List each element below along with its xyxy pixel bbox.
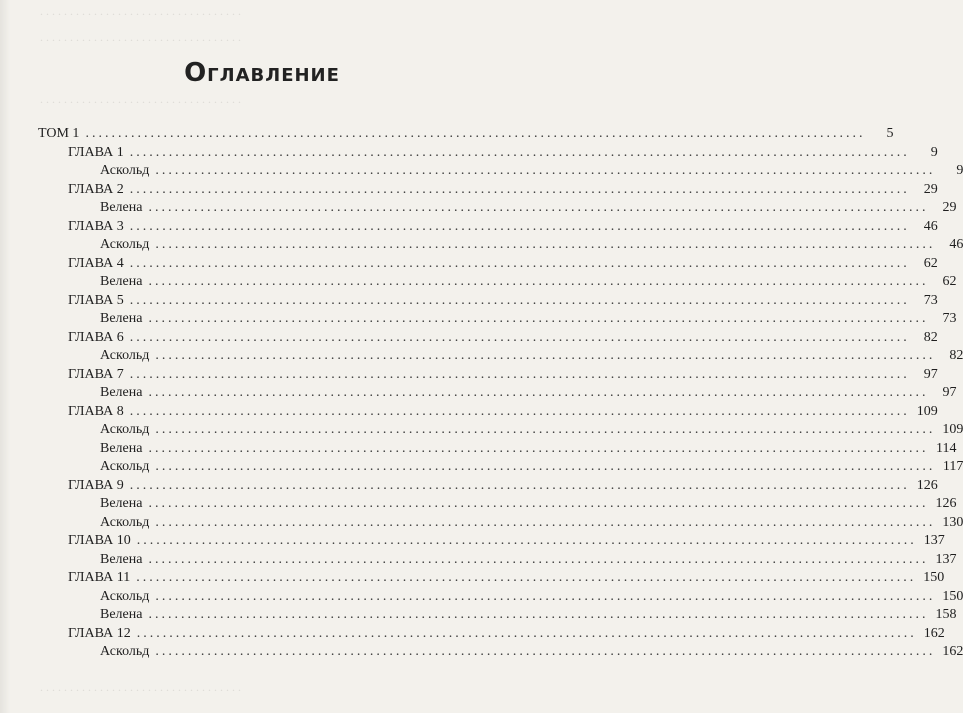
toc-entry-page: 126 — [935, 496, 957, 511]
toc-entry-page: 117 — [942, 459, 963, 474]
toc-entry — [38, 200, 957, 219]
toc-entry-label: ГЛАВА 2 — [68, 181, 124, 197]
toc-entry — [38, 366, 938, 386]
toc-entry-page: 97 — [923, 366, 938, 382]
toc-entry-page: 162 — [923, 625, 945, 641]
toc-entry-page: 29 — [923, 181, 938, 197]
toc-entry — [38, 477, 938, 497]
toc-entry-label: Велена — [100, 607, 143, 622]
toc-entry-label: ГЛАВА 10 — [68, 533, 131, 548]
toc-entry-label: ГЛАВА 7 — [68, 366, 124, 382]
toc-entry-label: Аскольд — [100, 514, 150, 530]
toc-entry — [38, 126, 894, 145]
toc-leader-dots: ........................................................................................................................ — [155, 588, 936, 604]
toc-entry-page: 82 — [949, 348, 963, 363]
toc-entry — [38, 403, 938, 423]
toc-leader-dots: ........................................................................................................................ — [129, 403, 910, 419]
toc-leader-dots: ........................................................................................................................ — [129, 218, 910, 234]
toc-entry-page: 162 — [942, 644, 963, 659]
toc-leader-dots: ........................................................................................................................ — [155, 514, 936, 530]
toc-entry — [38, 255, 938, 275]
toc-entry-label: Аскольд — [100, 237, 150, 252]
toc-leader-dots: ........................................................................................................................ — [129, 292, 910, 308]
toc-entry-page: 62 — [942, 274, 957, 289]
toc-leader-dots: ........................................................................................................................ — [136, 625, 917, 641]
toc-entry-page: 46 — [923, 218, 938, 234]
toc-leader-dots: ........................................................................................................................ — [136, 533, 917, 548]
toc-leader-dots: ........................................................................................................................ — [129, 144, 910, 160]
toc-entry-page: 73 — [923, 292, 938, 308]
toc-leader-dots: ........................................................................................................................ — [129, 255, 910, 271]
toc-entry — [38, 329, 938, 349]
toc-entry-label: ГЛАВА 5 — [68, 292, 124, 308]
toc-entry-label: Велена — [100, 200, 143, 215]
toc-entry — [38, 570, 945, 589]
bleed-through-text: . . . . . . . . . . . . . . . . . . . . . . . . . . . . . . . . . . . . . . . . . . . . . . . . . . . . . . . . . . . . . . . . . . . . . . . . . . . . . . . . . . . . . . . . . . . . . . . . . . . . . . . . . . . . . . . . . . . . . . . . . . . . . . . . . . . . . . . . — [40, 4, 241, 694]
toc-entry-label: ГЛАВА 11 — [68, 570, 131, 585]
toc-entry-label: Велена — [100, 551, 143, 567]
toc-entry-label: Велена — [100, 440, 143, 456]
toc-entry — [38, 514, 963, 534]
toc-entry-label: ГЛАВА 1 — [68, 144, 124, 160]
toc-entry-page: 158 — [935, 607, 957, 622]
toc-entry-page: 5 — [886, 126, 894, 141]
toc-entry-page: 9 — [930, 144, 938, 160]
toc-entry — [38, 348, 963, 367]
toc-leader-dots: ........................................................................................................................ — [148, 440, 929, 456]
toc-entry-page: 46 — [949, 237, 963, 252]
toc-entry — [38, 163, 963, 182]
toc-leader-dots: ........................................................................................................................ — [155, 163, 936, 178]
toc-leader-dots: ........................................................................................................................ — [148, 385, 929, 400]
toc-entry-label: Велена — [100, 496, 143, 511]
toc-leader-dots: ........................................................................................................................ — [136, 570, 917, 585]
toc-entry — [38, 459, 963, 478]
toc-entry-page: 62 — [923, 255, 938, 271]
toc-entry-label: Аскольд — [100, 348, 150, 363]
toc-entry — [38, 292, 938, 312]
toc-entry-page: 73 — [942, 311, 957, 326]
toc-leader-dots: ........................................................................................................................ — [155, 237, 936, 252]
toc-leader-dots: ........................................................................................................................ — [148, 607, 929, 622]
toc-entry — [38, 311, 957, 330]
toc-entry-label: Аскольд — [100, 644, 150, 659]
toc-entry — [38, 144, 938, 164]
toc-leader-dots: ........................................................................................................................ — [129, 477, 910, 493]
toc-entry-label: ГЛАВА 3 — [68, 218, 124, 234]
toc-leader-dots: ........................................................................................................................ — [129, 329, 910, 345]
toc-entry-page: 130 — [942, 514, 963, 530]
toc-entry — [38, 274, 957, 293]
toc-entry-page: 137 — [923, 533, 945, 548]
toc-entry — [38, 385, 957, 404]
toc-entry — [38, 607, 957, 626]
toc-entry-label: ТОМ 1 — [38, 126, 80, 141]
toc-entry — [38, 181, 938, 201]
toc-entry-page: 126 — [916, 477, 938, 493]
toc-entry — [38, 440, 957, 460]
toc-entry-page: 97 — [942, 385, 957, 400]
toc-leader-dots: ........................................................................................................................ — [155, 644, 936, 659]
toc-entry-label: Велена — [100, 311, 143, 326]
toc-entry-label: ГЛАВА 12 — [68, 625, 131, 641]
toc-entry — [38, 496, 957, 515]
toc-entry-label: Велена — [100, 385, 143, 400]
toc-leader-dots: ........................................................................................................................ — [148, 200, 929, 215]
toc-entry — [38, 644, 963, 663]
toc-entry — [38, 625, 945, 645]
toc-entry-page: 137 — [935, 551, 957, 567]
page-fold-shadow — [0, 0, 10, 713]
toc-entry-label: ГЛАВА 4 — [68, 255, 124, 271]
toc-leader-dots: ........................................................................................................................ — [148, 551, 929, 567]
toc-entry-page: 9 — [956, 163, 963, 178]
toc-entry-page: 82 — [923, 329, 938, 345]
toc-leader-dots: ........................................................................................................................ — [155, 348, 936, 363]
toc-entry — [38, 218, 938, 238]
toc-entry-page: 109 — [942, 422, 963, 437]
toc-entry — [38, 422, 963, 441]
toc-entry — [38, 551, 957, 571]
toc-entry-page: 29 — [942, 200, 957, 215]
toc-leader-dots: ........................................................................................................................ — [148, 274, 929, 289]
toc-leader-dots: ........................................................................................................................ — [155, 422, 936, 437]
toc-entry-page: 150 — [942, 588, 963, 604]
toc-entry — [38, 588, 963, 608]
table-of-contents — [38, 126, 963, 663]
toc-entry-label: ГЛАВА 9 — [68, 477, 124, 493]
toc-leader-dots: ........................................................................................................................ — [148, 496, 929, 511]
toc-entry-label: Аскольд — [100, 588, 150, 604]
toc-entry — [38, 237, 963, 256]
toc-leader-dots: ........................................................................................................................ — [148, 311, 929, 326]
toc-entry-label: Аскольд — [100, 163, 150, 178]
toc-entry-label: Аскольд — [100, 459, 150, 474]
toc-entry-label: Аскольд — [100, 422, 150, 437]
toc-entry-label: ГЛАВА 6 — [68, 329, 124, 345]
toc-entry-page: 109 — [916, 403, 938, 419]
toc-leader-dots: ........................................................................................................................ — [129, 366, 910, 382]
page-title: Оглавление — [184, 58, 340, 88]
toc-leader-dots: ........................................................................................................................ — [129, 181, 910, 197]
toc-entry — [38, 533, 945, 552]
toc-entry-label: ГЛАВА 8 — [68, 403, 124, 419]
toc-entry-label: Велена — [100, 274, 143, 289]
toc-leader-dots: ........................................................................................................................ — [155, 459, 936, 474]
toc-entry-page: 114 — [935, 440, 957, 456]
toc-leader-dots: ........................................................................................................................ — [85, 126, 866, 141]
toc-entry-page: 150 — [923, 570, 945, 585]
